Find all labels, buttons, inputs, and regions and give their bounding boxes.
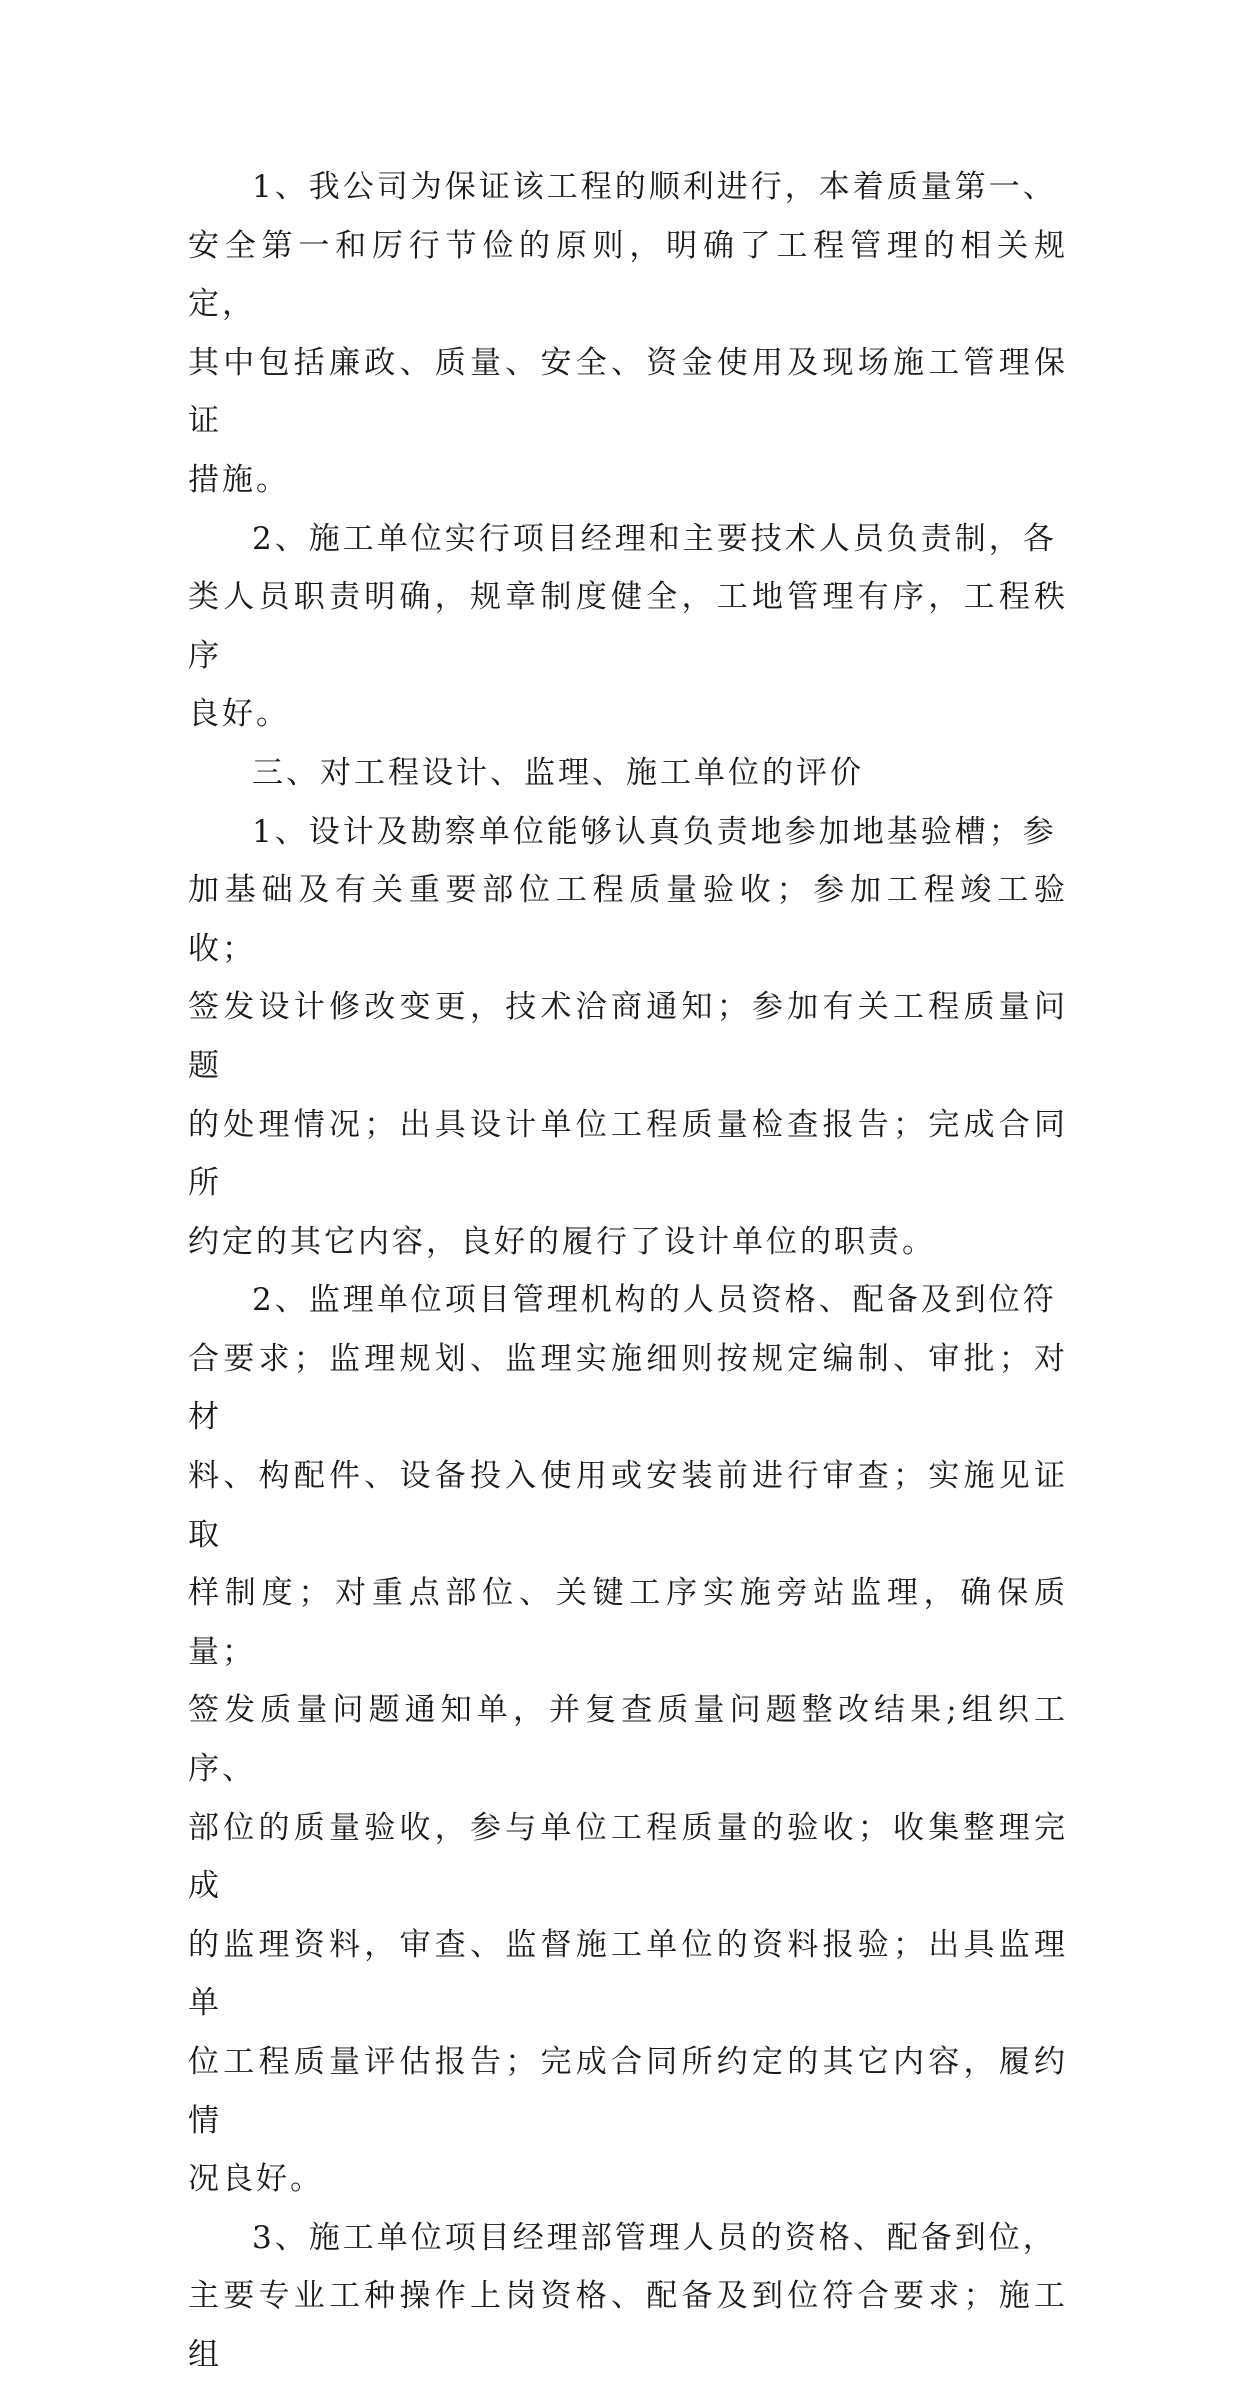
text-line: 料、构配件、设备投入使用或安装前进行审查；实施见证取 [188, 1458, 1068, 1553]
text-line: 位工程质量评估报告；完成合同所约定的其它内容，履约情 [188, 2044, 1068, 2139]
text-line: 签发设计修改变更，技术洽商通知；参加有关工程质量问题 [188, 989, 1068, 1084]
document-body [188, 158, 1068, 2385]
text-line: 2、施工单位实行项目经理和主要技术人员负责制，各 [252, 520, 1057, 557]
text-line: 2、监理单位项目管理机构的人员资格、配备及到位符 [252, 1282, 1057, 1319]
text-line: 合要求；监理规划、监理实施细则按规定编制、审批；对材 [188, 1340, 1068, 1436]
text-line: 1、设计及勘察单位能够认真负责地参加地基验槽；参 [252, 813, 1057, 850]
text-line: 安全第一和厉行节俭的原则，明确了工程管理的相关规定， [188, 227, 1068, 323]
paragraph-responsibility-system [188, 510, 1068, 744]
text-line: 的监理资料，审查、监督施工单位的资料报验；出具监理单 [188, 1926, 1068, 2022]
paragraph-management-rules [188, 158, 1068, 510]
text-line: 措施。 [188, 461, 290, 498]
text-line: 类人员职责明确，规章制度健全，工地管理有序，工程秩序 [188, 579, 1068, 674]
section-heading-evaluation [188, 744, 1068, 803]
text-line: 主要专业工种操作上岗资格、配备及到位符合要求；施工组 [188, 2278, 1068, 2373]
text-line: 的处理情况；出具设计单位工程质量检查报告；完成合同所 [188, 1106, 1068, 1202]
text-line: 样制度；对重点部位、关键工序实施旁站监理，确保质量； [188, 1575, 1068, 1670]
text-line: 约定的其它内容，良好的履行了设计单位的职责。 [188, 1223, 936, 1260]
text-line: 3、施工单位项目经理部管理人员的资格、配备到位， [252, 2219, 1057, 2256]
paragraph-design-unit [188, 803, 1068, 1272]
text-line: 签发质量问题通知单，并复查质量问题整改结果;组织工序、 [188, 1692, 1068, 1788]
text-line: 部位的质量验收，参与单位工程质量的验收；收集整理完成 [188, 1809, 1068, 1905]
text-line: 三、对工程设计、监理、施工单位的评价 [252, 754, 864, 791]
text-line: 其中包括廉政、质量、安全、资金使用及现场施工管理保证 [188, 344, 1068, 440]
paragraph-construction-unit [188, 2209, 1068, 2385]
text-line: 况良好。 [188, 2161, 324, 2198]
text-line: 1、我公司为保证该工程的顺利进行，本着质量第一、 [252, 169, 1057, 205]
text-line: 良好。 [188, 696, 290, 733]
paragraph-supervision-unit [188, 1271, 1068, 2209]
text-line: 加基础及有关重要部位工程质量验收；参加工程竣工验收； [188, 872, 1068, 967]
